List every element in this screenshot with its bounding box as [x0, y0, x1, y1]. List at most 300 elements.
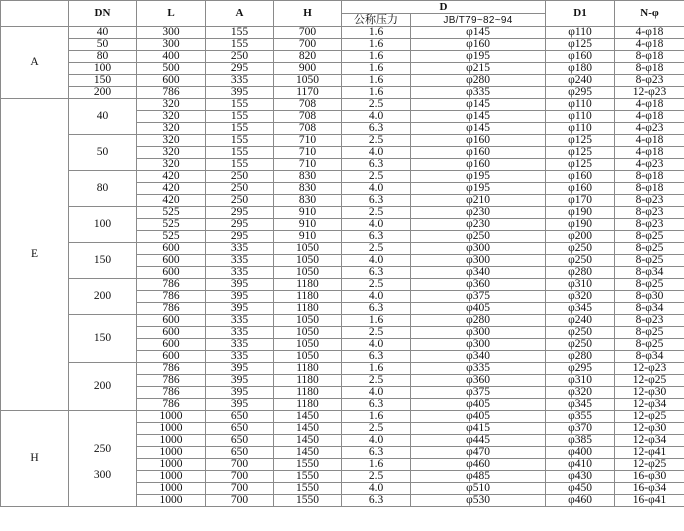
cell-d1: φ110: [546, 123, 615, 135]
cell-d1: φ310: [546, 375, 615, 387]
cell-d1: φ400: [546, 447, 615, 459]
series-label: H: [1, 411, 69, 507]
cell-pressure: 1.6: [342, 411, 411, 423]
table-row: [1, 87, 684, 99]
cell-a: 700: [206, 483, 274, 495]
cell-n-phi: 8-φ23: [615, 219, 684, 231]
dn-label: 150: [69, 75, 137, 87]
cell-a: 395: [206, 363, 274, 375]
cell-l: 525: [137, 207, 206, 219]
cell-l: 786: [137, 87, 206, 99]
cell-a: 155: [206, 147, 274, 159]
cell-d1: φ250: [546, 255, 615, 267]
cell-d: φ160: [411, 159, 546, 171]
cell-n-phi: 12-φ41: [615, 447, 684, 459]
cell-pressure: 1.6: [342, 315, 411, 327]
cell-d: φ340: [411, 267, 546, 279]
cell-d1: φ355: [546, 411, 615, 423]
cell-a: 395: [206, 387, 274, 399]
cell-pressure: 6.3: [342, 195, 411, 207]
cell-d1: φ190: [546, 219, 615, 231]
cell-d1: φ410: [546, 459, 615, 471]
cell-d1: φ160: [546, 171, 615, 183]
cell-a: 395: [206, 375, 274, 387]
cell-a: 650: [206, 411, 274, 423]
cell-n-phi: 4-φ18: [615, 99, 684, 111]
cell-d: φ405: [411, 303, 546, 315]
cell-pressure: 6.3: [342, 447, 411, 459]
cell-l: 786: [137, 303, 206, 315]
cell-h: 710: [274, 159, 342, 171]
cell-h: 900: [274, 63, 342, 75]
cell-n-phi: 4-φ18: [615, 147, 684, 159]
cell-a: 650: [206, 423, 274, 435]
cell-pressure: 4.0: [342, 111, 411, 123]
cell-h: 1550: [274, 483, 342, 495]
header-dn: DN: [69, 1, 137, 27]
cell-a: 155: [206, 99, 274, 111]
table-row: [1, 135, 684, 147]
cell-h: 910: [274, 207, 342, 219]
header-d: D: [342, 1, 546, 14]
cell-d1: φ190: [546, 207, 615, 219]
cell-n-phi: 12-φ34: [615, 399, 684, 411]
dn-label: 200: [69, 279, 137, 315]
cell-l: 1000: [137, 471, 206, 483]
cell-d: φ280: [411, 75, 546, 87]
cell-n-phi: 12-φ25: [615, 411, 684, 423]
cell-n-phi: 4-φ18: [615, 111, 684, 123]
table-row: [1, 411, 684, 423]
cell-n-phi: 8-φ25: [615, 255, 684, 267]
cell-l: 320: [137, 135, 206, 147]
cell-h: 1050: [274, 315, 342, 327]
cell-l: 525: [137, 219, 206, 231]
cell-d1: φ320: [546, 387, 615, 399]
header-a: A: [206, 1, 274, 27]
cell-d1: φ240: [546, 315, 615, 327]
dn-label: 150: [69, 315, 137, 363]
cell-d1: φ345: [546, 399, 615, 411]
cell-pressure: 2.5: [342, 279, 411, 291]
cell-a: 395: [206, 291, 274, 303]
cell-pressure: 2.5: [342, 243, 411, 255]
cell-n-phi: 8-φ34: [615, 351, 684, 363]
cell-d1: φ250: [546, 327, 615, 339]
cell-h: 830: [274, 195, 342, 207]
cell-d1: φ430: [546, 471, 615, 483]
cell-pressure: 4.0: [342, 339, 411, 351]
table-row: [1, 27, 684, 39]
cell-h: 820: [274, 51, 342, 63]
dn-label: 300: [93, 468, 112, 481]
cell-l: 786: [137, 375, 206, 387]
cell-pressure: 6.3: [342, 495, 411, 507]
cell-d: φ160: [411, 135, 546, 147]
cell-n-phi: 8-φ25: [615, 231, 684, 243]
cell-a: 700: [206, 495, 274, 507]
cell-a: 395: [206, 399, 274, 411]
cell-h: 1550: [274, 471, 342, 483]
cell-h: 1180: [274, 399, 342, 411]
cell-l: 786: [137, 291, 206, 303]
cell-pressure: 1.6: [342, 51, 411, 63]
cell-a: 395: [206, 303, 274, 315]
cell-l: 786: [137, 279, 206, 291]
cell-h: 708: [274, 123, 342, 135]
cell-d: φ145: [411, 111, 546, 123]
cell-d1: φ345: [546, 303, 615, 315]
cell-h: 910: [274, 219, 342, 231]
cell-a: 700: [206, 459, 274, 471]
cell-a: 155: [206, 135, 274, 147]
cell-a: 335: [206, 351, 274, 363]
table-row: [1, 243, 684, 255]
cell-n-phi: 12-φ23: [615, 87, 684, 99]
cell-l: 1000: [137, 459, 206, 471]
cell-d: φ375: [411, 387, 546, 399]
cell-h: 1450: [274, 423, 342, 435]
cell-l: 786: [137, 399, 206, 411]
cell-d: φ160: [411, 147, 546, 159]
table-row: [1, 75, 684, 87]
cell-n-phi: 8-φ23: [615, 75, 684, 87]
table-header: [1, 1, 684, 27]
cell-a: 155: [206, 39, 274, 51]
cell-pressure: 6.3: [342, 159, 411, 171]
cell-pressure: 1.6: [342, 75, 411, 87]
cell-pressure: 1.6: [342, 459, 411, 471]
dn-label: 200: [69, 87, 137, 99]
dn-label: 250: [93, 442, 112, 455]
cell-d: φ300: [411, 243, 546, 255]
cell-pressure: 4.0: [342, 387, 411, 399]
series-label: E: [1, 99, 69, 411]
cell-d1: φ160: [546, 51, 615, 63]
cell-pressure: 4.0: [342, 147, 411, 159]
cell-h: 710: [274, 135, 342, 147]
cell-d: φ405: [411, 411, 546, 423]
cell-d: φ195: [411, 51, 546, 63]
cell-d1: φ295: [546, 363, 615, 375]
cell-n-phi: 12-φ25: [615, 459, 684, 471]
cell-n-phi: 16-φ30: [615, 471, 684, 483]
cell-h: 1450: [274, 411, 342, 423]
cell-n-phi: 8-φ23: [615, 207, 684, 219]
dn-label: 50: [69, 135, 137, 171]
cell-l: 1000: [137, 435, 206, 447]
cell-pressure: 6.3: [342, 267, 411, 279]
cell-d1: φ450: [546, 483, 615, 495]
cell-a: 335: [206, 75, 274, 87]
cell-d1: φ110: [546, 27, 615, 39]
cell-l: 300: [137, 27, 206, 39]
cell-h: 710: [274, 147, 342, 159]
table-row: [1, 363, 684, 375]
cell-pressure: 6.3: [342, 351, 411, 363]
cell-h: 1550: [274, 459, 342, 471]
cell-pressure: 6.3: [342, 399, 411, 411]
cell-a: 335: [206, 243, 274, 255]
cell-pressure: 4.0: [342, 483, 411, 495]
cell-h: 1180: [274, 279, 342, 291]
cell-pressure: 2.5: [342, 171, 411, 183]
cell-d1: φ160: [546, 183, 615, 195]
cell-pressure: 1.6: [342, 39, 411, 51]
cell-l: 420: [137, 183, 206, 195]
cell-pressure: 4.0: [342, 219, 411, 231]
cell-a: 250: [206, 183, 274, 195]
cell-d: φ210: [411, 195, 546, 207]
cell-d1: φ125: [546, 39, 615, 51]
header-nominal-pressure: 公称压力: [342, 14, 411, 27]
cell-d1: φ295: [546, 87, 615, 99]
cell-d: φ470: [411, 447, 546, 459]
cell-h: 1180: [274, 363, 342, 375]
cell-l: 600: [137, 315, 206, 327]
cell-n-phi: 8-φ34: [615, 267, 684, 279]
cell-n-phi: 8-φ18: [615, 171, 684, 183]
series-label: A: [1, 27, 69, 99]
cell-h: 1180: [274, 387, 342, 399]
cell-l: 320: [137, 159, 206, 171]
cell-l: 420: [137, 171, 206, 183]
cell-pressure: 1.6: [342, 63, 411, 75]
cell-h: 1050: [274, 243, 342, 255]
cell-l: 600: [137, 75, 206, 87]
cell-n-phi: 16-φ34: [615, 483, 684, 495]
cell-d1: φ310: [546, 279, 615, 291]
cell-h: 1180: [274, 291, 342, 303]
cell-d: φ530: [411, 495, 546, 507]
dn-label: 100: [69, 63, 137, 75]
cell-a: 155: [206, 159, 274, 171]
cell-h: 1180: [274, 375, 342, 387]
dn-label: 80: [69, 51, 137, 63]
cell-h: 1180: [274, 303, 342, 315]
cell-d: φ300: [411, 255, 546, 267]
dn-label-block: [69, 411, 137, 507]
cell-l: 420: [137, 195, 206, 207]
cell-h: 700: [274, 27, 342, 39]
cell-d: φ250: [411, 231, 546, 243]
cell-h: 1050: [274, 267, 342, 279]
cell-l: 320: [137, 99, 206, 111]
cell-d: φ360: [411, 375, 546, 387]
cell-d1: φ125: [546, 135, 615, 147]
cell-n-phi: 8-φ34: [615, 303, 684, 315]
cell-a: 155: [206, 123, 274, 135]
cell-d: φ300: [411, 339, 546, 351]
cell-l: 600: [137, 267, 206, 279]
cell-d: φ160: [411, 39, 546, 51]
header-standard: JB/T79~82~94: [411, 14, 546, 27]
cell-d1: φ110: [546, 111, 615, 123]
cell-h: 1050: [274, 255, 342, 267]
cell-d: φ360: [411, 279, 546, 291]
cell-d: φ145: [411, 123, 546, 135]
cell-d: φ340: [411, 351, 546, 363]
cell-a: 155: [206, 111, 274, 123]
cell-l: 600: [137, 351, 206, 363]
cell-pressure: 4.0: [342, 255, 411, 267]
cell-l: 320: [137, 147, 206, 159]
cell-d1: φ320: [546, 291, 615, 303]
cell-n-phi: 12-φ30: [615, 387, 684, 399]
cell-a: 250: [206, 171, 274, 183]
cell-h: 830: [274, 183, 342, 195]
cell-l: 300: [137, 39, 206, 51]
cell-d: φ230: [411, 219, 546, 231]
cell-d1: φ125: [546, 159, 615, 171]
cell-pressure: 2.5: [342, 99, 411, 111]
cell-l: 500: [137, 63, 206, 75]
cell-n-phi: 4-φ18: [615, 27, 684, 39]
cell-pressure: 4.0: [342, 435, 411, 447]
cell-h: 830: [274, 171, 342, 183]
cell-n-phi: 8-φ25: [615, 279, 684, 291]
cell-pressure: 1.6: [342, 363, 411, 375]
cell-n-phi: 8-φ30: [615, 291, 684, 303]
cell-l: 600: [137, 339, 206, 351]
cell-l: 320: [137, 111, 206, 123]
cell-h: 1170: [274, 87, 342, 99]
cell-d: φ280: [411, 315, 546, 327]
cell-n-phi: 12-φ25: [615, 375, 684, 387]
cell-a: 335: [206, 267, 274, 279]
table-row: [1, 51, 684, 63]
cell-n-phi: 8-φ23: [615, 315, 684, 327]
cell-h: 1050: [274, 75, 342, 87]
cell-n-phi: 4-φ23: [615, 123, 684, 135]
table-row: [1, 315, 684, 327]
cell-n-phi: 12-φ23: [615, 363, 684, 375]
cell-l: 600: [137, 255, 206, 267]
cell-h: 910: [274, 231, 342, 243]
cell-pressure: 6.3: [342, 231, 411, 243]
cell-n-phi: 12-φ30: [615, 423, 684, 435]
dn-label: 50: [69, 39, 137, 51]
cell-a: 155: [206, 27, 274, 39]
cell-d: φ485: [411, 471, 546, 483]
cell-a: 700: [206, 471, 274, 483]
cell-h: 708: [274, 99, 342, 111]
table-row: [1, 279, 684, 291]
cell-d1: φ250: [546, 243, 615, 255]
cell-pressure: 2.5: [342, 135, 411, 147]
cell-d: φ335: [411, 363, 546, 375]
cell-pressure: 4.0: [342, 183, 411, 195]
cell-a: 335: [206, 339, 274, 351]
header-n-phi: N-φ: [615, 1, 684, 27]
header-h: H: [274, 1, 342, 27]
cell-d1: φ240: [546, 75, 615, 87]
cell-d: φ215: [411, 63, 546, 75]
cell-n-phi: 4-φ18: [615, 135, 684, 147]
cell-n-phi: 12-φ34: [615, 435, 684, 447]
cell-l: 1000: [137, 483, 206, 495]
cell-a: 395: [206, 279, 274, 291]
table-row: [1, 171, 684, 183]
dn-label: 40: [69, 27, 137, 39]
dn-label: 40: [69, 99, 137, 135]
cell-d1: φ180: [546, 63, 615, 75]
cell-a: 295: [206, 231, 274, 243]
cell-l: 1000: [137, 423, 206, 435]
cell-h: 1550: [274, 495, 342, 507]
cell-h: 700: [274, 39, 342, 51]
cell-l: 1000: [137, 495, 206, 507]
cell-h: 1050: [274, 351, 342, 363]
cell-d: φ195: [411, 171, 546, 183]
cell-d: φ145: [411, 27, 546, 39]
cell-h: 1450: [274, 447, 342, 459]
cell-a: 650: [206, 447, 274, 459]
cell-d: φ510: [411, 483, 546, 495]
cell-h: 1050: [274, 339, 342, 351]
cell-d1: φ125: [546, 147, 615, 159]
cell-d: φ335: [411, 87, 546, 99]
cell-d: φ145: [411, 99, 546, 111]
cell-l: 786: [137, 387, 206, 399]
cell-a: 335: [206, 327, 274, 339]
cell-pressure: 2.5: [342, 207, 411, 219]
cell-l: 400: [137, 51, 206, 63]
cell-n-phi: 8-φ25: [615, 243, 684, 255]
table-body: [1, 27, 684, 507]
cell-pressure: 6.3: [342, 303, 411, 315]
cell-n-phi: 16-φ41: [615, 495, 684, 507]
cell-pressure: 1.6: [342, 27, 411, 39]
cell-n-phi: 8-φ18: [615, 63, 684, 75]
cell-pressure: 2.5: [342, 423, 411, 435]
cell-a: 335: [206, 255, 274, 267]
cell-l: 786: [137, 363, 206, 375]
cell-n-phi: 8-φ25: [615, 327, 684, 339]
cell-l: 320: [137, 123, 206, 135]
dn-label: 200: [69, 363, 137, 411]
cell-h: 1450: [274, 435, 342, 447]
cell-l: 600: [137, 243, 206, 255]
cell-h: 1050: [274, 327, 342, 339]
cell-pressure: 1.6: [342, 87, 411, 99]
cell-d1: φ250: [546, 339, 615, 351]
cell-d: φ300: [411, 327, 546, 339]
cell-d: φ460: [411, 459, 546, 471]
cell-d1: φ385: [546, 435, 615, 447]
cell-d1: φ280: [546, 351, 615, 363]
dn-label: 80: [69, 171, 137, 207]
cell-a: 295: [206, 63, 274, 75]
cell-pressure: 6.3: [342, 123, 411, 135]
cell-a: 335: [206, 315, 274, 327]
cell-l: 525: [137, 231, 206, 243]
cell-d1: φ280: [546, 267, 615, 279]
cell-d1: φ170: [546, 195, 615, 207]
cell-n-phi: 4-φ18: [615, 39, 684, 51]
cell-n-phi: 8-φ18: [615, 51, 684, 63]
cell-a: 395: [206, 87, 274, 99]
cell-a: 295: [206, 219, 274, 231]
header-l: L: [137, 1, 206, 27]
header-series: [1, 1, 69, 27]
cell-n-phi: 4-φ23: [615, 159, 684, 171]
cell-h: 708: [274, 111, 342, 123]
table-row: [1, 63, 684, 75]
cell-n-phi: 8-φ25: [615, 339, 684, 351]
cell-d: φ445: [411, 435, 546, 447]
cell-l: 1000: [137, 447, 206, 459]
